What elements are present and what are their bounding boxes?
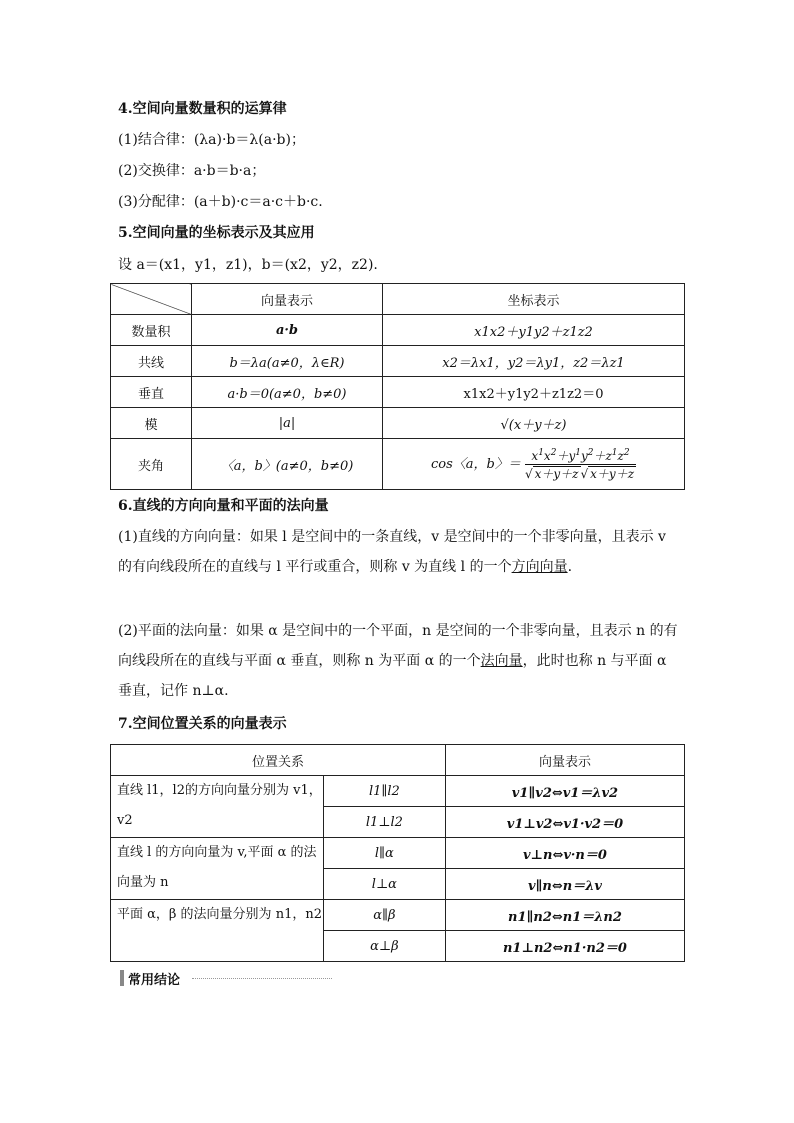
row-coord-angle: [383, 439, 685, 490]
cos-fraction: [525, 447, 636, 482]
row-label: 夹角: [111, 439, 192, 490]
vector-cell: n1∥n2⇔n1＝λn2: [445, 900, 684, 931]
group-desc: 直线 l1，l2的方向向量分别为 v1，v2: [111, 776, 324, 838]
group-desc: 直线 l 的方向向量为 v,平面 α 的法向量为 n: [111, 838, 324, 900]
vector-cell: v⊥n⇔v·n＝0: [445, 838, 684, 869]
relation-cell: l1∥l2: [323, 776, 445, 807]
coordinate-table: [110, 283, 685, 490]
group-desc: 平面 α，β 的法向量分别为 n1，n2: [111, 900, 324, 962]
row-vector: a·b: [192, 315, 383, 346]
row-coord: x1x2＋y1y2＋z1z2: [383, 315, 685, 346]
common-conclusions-label: 常用结论: [128, 973, 181, 988]
col-header-relation: 位置关系: [111, 745, 446, 776]
row-label: 垂直: [111, 377, 192, 408]
row-vector: a·b＝0(a≠0，b≠0): [192, 377, 383, 408]
row-label: 共线: [111, 346, 192, 377]
vector-cell: n1⊥n2⇔n1·n2＝0: [445, 931, 684, 962]
sec7-title: 7.空间位置关系的向量表示: [118, 716, 287, 732]
col-header-vector: 向量表示: [192, 284, 383, 315]
position-relation-table: [110, 744, 685, 962]
row-vector: 〈a，b〉(a≠0，b≠0): [192, 439, 383, 490]
sec5-intro: 设 a＝(x1，y1，z1)，b＝(x2，y2，z2).: [118, 257, 378, 273]
row-vector: b＝λa(a≠0，λ∈R): [192, 346, 383, 377]
sec6-para2: (2)平面的法向量：如果 α 是空间中的一个平面，n 是空间的一个非零向量，且表示 n 的有向线段所在的直线与平面 α 垂直，则称 n 为平面 α 的一个法向量，此时也称 n 与平面 α 垂直，记作 n⊥α.: [118, 623, 678, 699]
diagonal-header-cell: [111, 284, 192, 315]
row-label: 模: [111, 408, 192, 439]
row-coord: √(x＋y＋z): [383, 408, 685, 439]
row-label: 数量积: [111, 315, 192, 346]
col-header-coord: 坐标表示: [383, 284, 685, 315]
sec6-para1: (1)直线的方向向量：如果 l 是空间中的一条直线，v 是空间中的一个非零向量，且表示 v 的有向线段所在的直线与 l 平行或重合，则称 v 为直线 l 的一个方向向量.: [118, 529, 666, 575]
sec4-title: 4.空间向量数量积的运算律: [118, 101, 287, 117]
sec6-title: 6.直线的方向向量和平面的法向量: [118, 498, 329, 514]
term-normal-vector: 法向量: [480, 653, 523, 669]
vector-cell: v∥n⇔n＝λv: [445, 869, 684, 900]
vector-cell: v1⊥v2⇔v1·v2＝0: [445, 807, 684, 838]
col-header-vector: 向量表示: [445, 745, 684, 776]
term-direction-vector: 方向向量: [511, 559, 568, 575]
cos-denominator: √ x＋y＋z √ x＋y＋z: [524, 466, 635, 481]
relation-cell: l⊥α: [323, 869, 445, 900]
relation-cell: l∥α: [323, 838, 445, 869]
section-marker-bar: [120, 970, 124, 986]
cos-numerator: $x^1x^2+y^1y^2+z^1z^2$: [525, 447, 636, 465]
sec5-title: 5.空间向量的坐标表示及其应用: [118, 225, 315, 241]
relation-cell: l1⊥l2: [323, 807, 445, 838]
row-coord: x2＝λx1，y2＝λy1，z2＝λz1: [383, 346, 685, 377]
sec4-line3: (3)分配律：(a＋b)·c＝a·c＋b·c.: [118, 194, 323, 210]
vector-cell: v1∥v2⇔v1＝λv2: [445, 776, 684, 807]
row-vector: |a|: [192, 408, 383, 439]
section-divider: [192, 978, 332, 979]
sec4-line1: (1)结合律：(λa)·b＝λ(a·b)；: [118, 132, 305, 148]
cos-label: cos〈a，b〉＝: [430, 456, 521, 472]
row-coord: x1x2＋y1y2＋z1z2＝0: [383, 377, 685, 408]
sec4-line2: (2)交换律：a·b＝b·a；: [118, 163, 266, 179]
relation-cell: α⊥β: [323, 931, 445, 962]
relation-cell: α∥β: [323, 900, 445, 931]
